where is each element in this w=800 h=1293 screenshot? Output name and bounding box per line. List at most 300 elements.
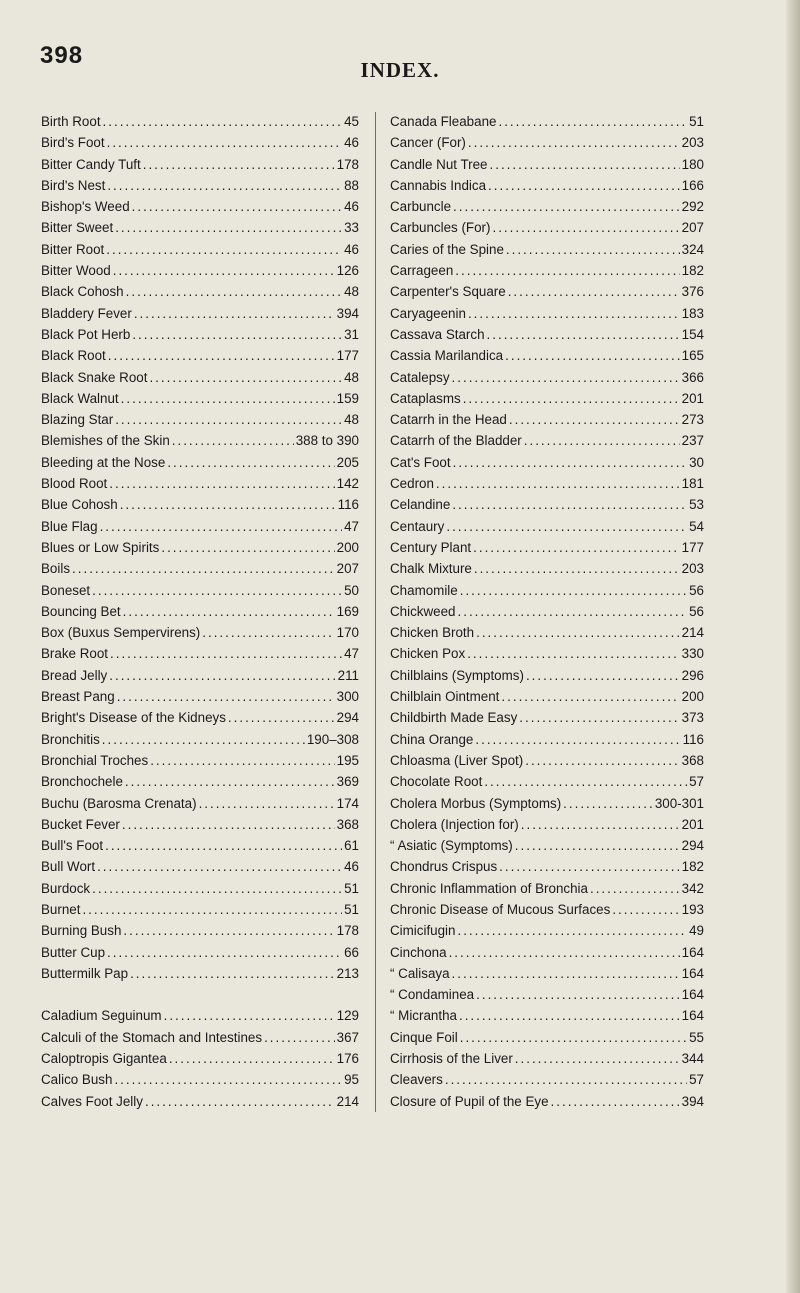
index-entry (390, 604, 704, 625)
dot-leader (501, 689, 679, 704)
index-entry (41, 732, 359, 753)
index-entry (41, 1030, 359, 1051)
index-page-ref: 367 (336, 1029, 359, 1045)
index-entry (41, 476, 359, 497)
index-page-ref: 203 (681, 135, 704, 151)
index-page-ref: 48 (344, 284, 359, 300)
dot-leader (521, 817, 680, 832)
dot-leader (453, 455, 687, 470)
index-term: Bleeding at the Nose (41, 454, 166, 470)
index-entry (41, 1072, 359, 1093)
dot-leader (114, 1072, 342, 1087)
dot-leader (590, 881, 680, 896)
index-entry (41, 370, 359, 391)
index-entry (41, 902, 359, 923)
dot-leader (228, 710, 335, 725)
index-entry (390, 135, 704, 156)
index-entry (41, 306, 359, 327)
index-page-ref: 164 (681, 1008, 704, 1024)
dot-leader (488, 178, 680, 193)
index-page-ref: 55 (689, 1029, 704, 1045)
dot-leader (149, 370, 342, 385)
dot-leader (445, 1072, 687, 1087)
page-number: 398 (40, 42, 84, 69)
index-page-ref: 30 (689, 454, 704, 470)
index-page-ref: 376 (681, 284, 704, 300)
index-entry (390, 220, 704, 241)
index-entry (41, 348, 359, 369)
index-entry (41, 220, 359, 241)
dot-leader (109, 476, 334, 491)
dot-leader (499, 859, 679, 874)
index-term: Centaury (390, 518, 445, 534)
index-page-ref: 394 (681, 1093, 704, 1109)
index-entry (390, 370, 704, 391)
index-page-ref: 45 (344, 114, 359, 129)
page-title: INDEX. (360, 58, 440, 82)
index-term: Blemishes of the Skin (41, 433, 170, 449)
index-page-ref: 170 (336, 625, 359, 641)
dot-leader (122, 817, 335, 832)
index-entry (41, 625, 359, 646)
index-entry (390, 1030, 704, 1051)
dot-leader (72, 561, 335, 576)
index-page-ref: 344 (681, 1051, 704, 1067)
index-page-ref: 61 (344, 838, 359, 854)
index-entry (41, 604, 359, 625)
dot-leader (515, 838, 680, 853)
index-page-ref: 164 (681, 944, 704, 960)
index-term: Century Plant (390, 539, 472, 555)
index-page-ref: 195 (336, 752, 359, 768)
index-term: Closure of Pupil of the Eye (390, 1093, 549, 1109)
index-term: Black Cohosh (41, 284, 124, 300)
index-term: Bird's Nest (41, 177, 106, 193)
index-entry (390, 583, 704, 604)
index-entry (390, 284, 704, 305)
index-entry (41, 412, 359, 433)
index-page-ref: 201 (681, 390, 704, 406)
index-page-ref: 237 (681, 433, 704, 449)
dot-leader (109, 668, 335, 683)
dot-leader (107, 135, 343, 150)
index-column-left (41, 114, 359, 1115)
dot-leader (476, 987, 680, 1002)
dot-leader (103, 114, 343, 129)
index-page-ref: 47 (344, 518, 359, 534)
index-page-ref: 57 (689, 774, 704, 790)
index-term: Burdock (41, 880, 91, 896)
dot-leader (167, 455, 334, 470)
index-page-ref: 56 (689, 603, 704, 619)
index-page-ref: 46 (344, 199, 359, 215)
index-entry (41, 157, 359, 178)
index-entry (390, 561, 704, 582)
dot-leader (199, 796, 335, 811)
index-entry (390, 753, 704, 774)
index-page-ref: 214 (336, 1093, 359, 1109)
index-term: Bitter Sweet (41, 220, 114, 236)
index-entry (390, 540, 704, 561)
dot-leader (487, 327, 680, 342)
index-entry (41, 455, 359, 476)
index-entry (41, 1094, 359, 1115)
index-page-ref: 46 (344, 135, 359, 151)
index-page-ref: 126 (336, 263, 359, 279)
index-page-ref: 213 (336, 965, 359, 981)
dot-leader (476, 625, 680, 640)
index-entry (41, 242, 359, 263)
dot-leader (460, 583, 687, 598)
index-term: Cannabis Indica (390, 177, 487, 193)
index-term: Chronic Disease of Mucous Surfaces (390, 901, 611, 917)
dot-leader (106, 242, 342, 257)
index-term: Bull's Foot (41, 838, 104, 854)
index-entry (41, 284, 359, 305)
index-term: Blue Cohosh (41, 497, 118, 513)
index-entry (41, 796, 359, 817)
index-term: Carbuncles (For) (390, 220, 491, 236)
index-page-ref: 46 (344, 241, 359, 257)
index-term: Caloptropis Gigantea (41, 1051, 167, 1067)
index-page-ref: 294 (336, 710, 359, 726)
index-entry (41, 135, 359, 156)
index-page-ref: 165 (681, 348, 704, 364)
index-page-ref: 214 (681, 625, 704, 641)
dot-leader (107, 945, 342, 960)
index-page-ref: 200 (681, 689, 704, 705)
index-term: Bishop's Weed (41, 199, 130, 215)
dot-leader (452, 966, 680, 981)
index-page-ref: 48 (344, 412, 359, 428)
dot-leader (459, 1008, 680, 1023)
index-page-ref: 190–308 (306, 731, 359, 747)
dot-leader (526, 668, 680, 683)
column-divider (375, 112, 376, 1112)
index-entry (390, 519, 704, 540)
dot-leader (125, 774, 335, 789)
index-term: Black Root (41, 348, 106, 364)
dot-leader (172, 433, 294, 448)
index-term: Chickweed (390, 603, 456, 619)
index-entry (41, 327, 359, 348)
dot-leader (452, 497, 687, 512)
index-entry (390, 817, 704, 838)
index-entry (390, 1008, 704, 1029)
index-term: Burning Bush (41, 923, 122, 939)
index-term: Celandine (390, 497, 451, 513)
index-term: Chalk Mixture (390, 561, 472, 577)
dot-leader (436, 476, 680, 491)
index-entry (41, 561, 359, 582)
index-page-ref: 324 (681, 241, 704, 257)
dot-leader (145, 1094, 335, 1109)
index-entry (41, 966, 359, 987)
index-page-ref: 176 (336, 1051, 359, 1067)
index-term: Childbirth Made Easy (390, 710, 518, 726)
dot-leader (126, 284, 342, 299)
index-page-ref: 373 (681, 710, 704, 726)
index-entry (41, 817, 359, 838)
index-term: Blazing Star (41, 412, 114, 428)
index-term: Calico Bush (41, 1072, 113, 1088)
dot-leader (108, 348, 335, 363)
index-term: Cinchona (390, 944, 447, 960)
index-page-ref: 182 (681, 859, 704, 875)
index-term: Candle Nut Tree (390, 156, 488, 172)
dot-leader (130, 966, 335, 981)
dot-leader (455, 263, 679, 278)
index-entry (390, 1051, 704, 1072)
dot-leader (202, 625, 334, 640)
index-page-ref: 53 (689, 497, 704, 513)
index-term: Cancer (For) (390, 135, 466, 151)
index-term: Bouncing Bet (41, 603, 121, 619)
index-entry (390, 327, 704, 348)
dot-leader (508, 284, 680, 299)
index-page-ref: 51 (344, 901, 359, 917)
index-entry (390, 348, 704, 369)
index-entry (390, 242, 704, 263)
index-page-ref: 180 (681, 156, 704, 172)
index-entry (390, 966, 704, 987)
index-term: Chicken Pox (390, 646, 466, 662)
index-entry (390, 838, 704, 859)
dot-leader (117, 689, 335, 704)
index-page-ref: 178 (336, 923, 359, 939)
index-term: Bucket Fever (41, 816, 120, 832)
index-term: Boneset (41, 582, 91, 598)
index-page-ref: 54 (689, 518, 704, 534)
dot-leader (123, 604, 335, 619)
dot-leader (525, 753, 679, 768)
index-term: Cataplasms (390, 390, 461, 406)
index-term: Bronchial Troches (41, 752, 149, 768)
index-term: Calves Foot Jelly (41, 1093, 143, 1109)
index-entry (390, 710, 704, 731)
index-entry (41, 859, 359, 880)
dot-leader (458, 604, 688, 619)
index-page-ref: 88 (344, 177, 359, 193)
index-term: Cassia Marilandica (390, 348, 504, 364)
index-entry (41, 391, 359, 412)
index-term: Catarrh in the Head (390, 412, 507, 428)
index-page-ref: 394 (336, 305, 359, 321)
index-page-ref: 50 (344, 582, 359, 598)
index-term: Cholera Morbus (Symptoms) (390, 795, 562, 811)
index-entry (41, 583, 359, 604)
index-entry (390, 455, 704, 476)
dot-leader (468, 306, 680, 321)
index-page-ref: 273 (681, 412, 704, 428)
index-page-ref: 169 (336, 603, 359, 619)
index-entry (41, 838, 359, 859)
dot-leader (102, 732, 305, 747)
index-term: China Orange (390, 731, 474, 747)
index-entry (41, 178, 359, 199)
index-entry (390, 945, 704, 966)
index-entry (41, 199, 359, 220)
index-page-ref: 49 (689, 923, 704, 939)
index-term: Blues or Low Spirits (41, 539, 160, 555)
dot-leader (100, 519, 343, 534)
index-entry (390, 497, 704, 518)
dot-leader (473, 540, 680, 555)
dot-leader (468, 135, 680, 150)
index-entry (390, 796, 704, 817)
dot-leader (132, 199, 342, 214)
index-entry (41, 1051, 359, 1072)
index-term: Cimicifugin (390, 923, 456, 939)
dot-leader (264, 1030, 335, 1045)
index-entry (41, 881, 359, 902)
index-page-ref: 66 (344, 944, 359, 960)
index-page-ref: 57 (689, 1072, 704, 1088)
index-term: Black Snake Root (41, 369, 148, 385)
index-term: Chilblains (Symptoms) (390, 667, 524, 683)
dot-leader (105, 838, 342, 853)
dot-leader (519, 710, 679, 725)
index-entry (390, 306, 704, 327)
index-entry (390, 923, 704, 944)
index-term: Cholera (Injection for) (390, 816, 519, 832)
dot-leader (457, 923, 687, 938)
dot-leader (150, 753, 334, 768)
index-term: Chocolate Root (390, 774, 483, 790)
index-entry (390, 391, 704, 412)
index-entry (390, 433, 704, 454)
index-entry (390, 668, 704, 689)
index-entry (41, 774, 359, 795)
index-page-ref: 177 (681, 539, 704, 555)
dot-leader (505, 348, 680, 363)
dot-leader (132, 327, 342, 342)
index-term: Burnet (41, 901, 81, 917)
index-term: Brake Root (41, 646, 108, 662)
index-entry (390, 1094, 704, 1115)
dot-leader (123, 923, 334, 938)
index-page-ref: 201 (681, 816, 704, 832)
index-page-ref: 48 (344, 369, 359, 385)
index-term: Bread Jelly (41, 667, 108, 683)
index-entry (41, 433, 359, 454)
index-page-ref: 51 (344, 880, 359, 896)
dot-leader (97, 859, 342, 874)
index-entry (41, 945, 359, 966)
index-entry (41, 668, 359, 689)
index-entry (390, 689, 704, 710)
index-term: Blood Root (41, 476, 108, 492)
index-page-ref: 116 (682, 731, 704, 747)
index-term: Catarrh of the Bladder (390, 433, 522, 449)
index-term: Box (Buxus Sempervirens) (41, 625, 201, 641)
index-entry (390, 732, 704, 753)
dot-leader (460, 1030, 687, 1045)
index-term: Buchu (Barosma Crenata) (41, 795, 197, 811)
index-entry (390, 263, 704, 284)
index-term: Carpenter's Square (390, 284, 506, 300)
index-term: Boils (41, 561, 71, 577)
index-entry (390, 646, 704, 667)
index-page-ref: 300 (336, 689, 359, 705)
index-term: Chicken Broth (390, 625, 475, 641)
index-term: Bitter Root (41, 241, 105, 257)
index-page-ref: 205 (336, 454, 359, 470)
dot-leader (169, 1051, 335, 1066)
dot-leader (475, 732, 680, 747)
dot-leader (452, 370, 680, 385)
index-page-ref: 51 (689, 114, 704, 129)
index-page-ref: 366 (681, 369, 704, 385)
index-term: Caladium Seguinum (41, 1008, 162, 1024)
index-page-ref: 369 (336, 774, 359, 790)
index-entry (390, 199, 704, 220)
dot-leader (509, 412, 680, 427)
index-column-right (390, 114, 704, 1115)
index-page-ref: 154 (681, 326, 704, 342)
index-entry (390, 902, 704, 923)
index-page-ref: 177 (336, 348, 359, 364)
dot-leader (115, 220, 342, 235)
section-gap (41, 987, 359, 1008)
dot-leader (113, 263, 335, 278)
index-term: Bronchitis (41, 731, 100, 747)
index-entry (41, 114, 359, 135)
index-term: Bronchochele (41, 774, 123, 790)
index-page-ref: 31 (344, 326, 359, 342)
index-entry (41, 710, 359, 731)
index-term: Caries of the Spine (390, 241, 504, 257)
index-page-ref: 182 (681, 263, 704, 279)
index-term: “ Condaminea (390, 987, 475, 1003)
dot-leader (498, 114, 687, 129)
dot-leader (110, 646, 342, 661)
index-entry (390, 1072, 704, 1093)
index-term: Cinque Foil (390, 1029, 458, 1045)
index-entry (390, 987, 704, 1008)
index-term: Breast Pang (41, 689, 115, 705)
index-term: Calculi of the Stomach and Intestines (41, 1029, 263, 1045)
index-page-ref: 388 to 390 (295, 433, 359, 449)
index-entry (390, 178, 704, 199)
dot-leader (92, 881, 342, 896)
index-page-ref: 164 (681, 987, 704, 1003)
dot-leader (612, 902, 679, 917)
index-entry (41, 263, 359, 284)
index-term: Cat's Foot (390, 454, 451, 470)
dot-leader (92, 583, 342, 598)
page-edge (786, 0, 800, 1293)
dot-leader (515, 1051, 680, 1066)
dot-leader (524, 433, 680, 448)
index-page-ref: 116 (337, 497, 359, 513)
index-term: Cedron (390, 476, 434, 492)
index-term: Black Walnut (41, 390, 119, 406)
dot-leader (467, 646, 679, 661)
index-page-ref: 56 (689, 582, 704, 598)
index-term: Bitter Wood (41, 263, 111, 279)
index-term: Carbuncle (390, 199, 452, 215)
index-term: “ Micrantha (390, 1008, 457, 1024)
index-page-ref: 211 (337, 667, 359, 683)
index-page-ref: 181 (681, 476, 704, 492)
index-entry (390, 412, 704, 433)
dot-leader (563, 796, 653, 811)
index-term: Black Pot Herb (41, 326, 131, 342)
index-entry (390, 625, 704, 646)
index-entry (390, 157, 704, 178)
index-term: Chondrus Crispus (390, 859, 498, 875)
